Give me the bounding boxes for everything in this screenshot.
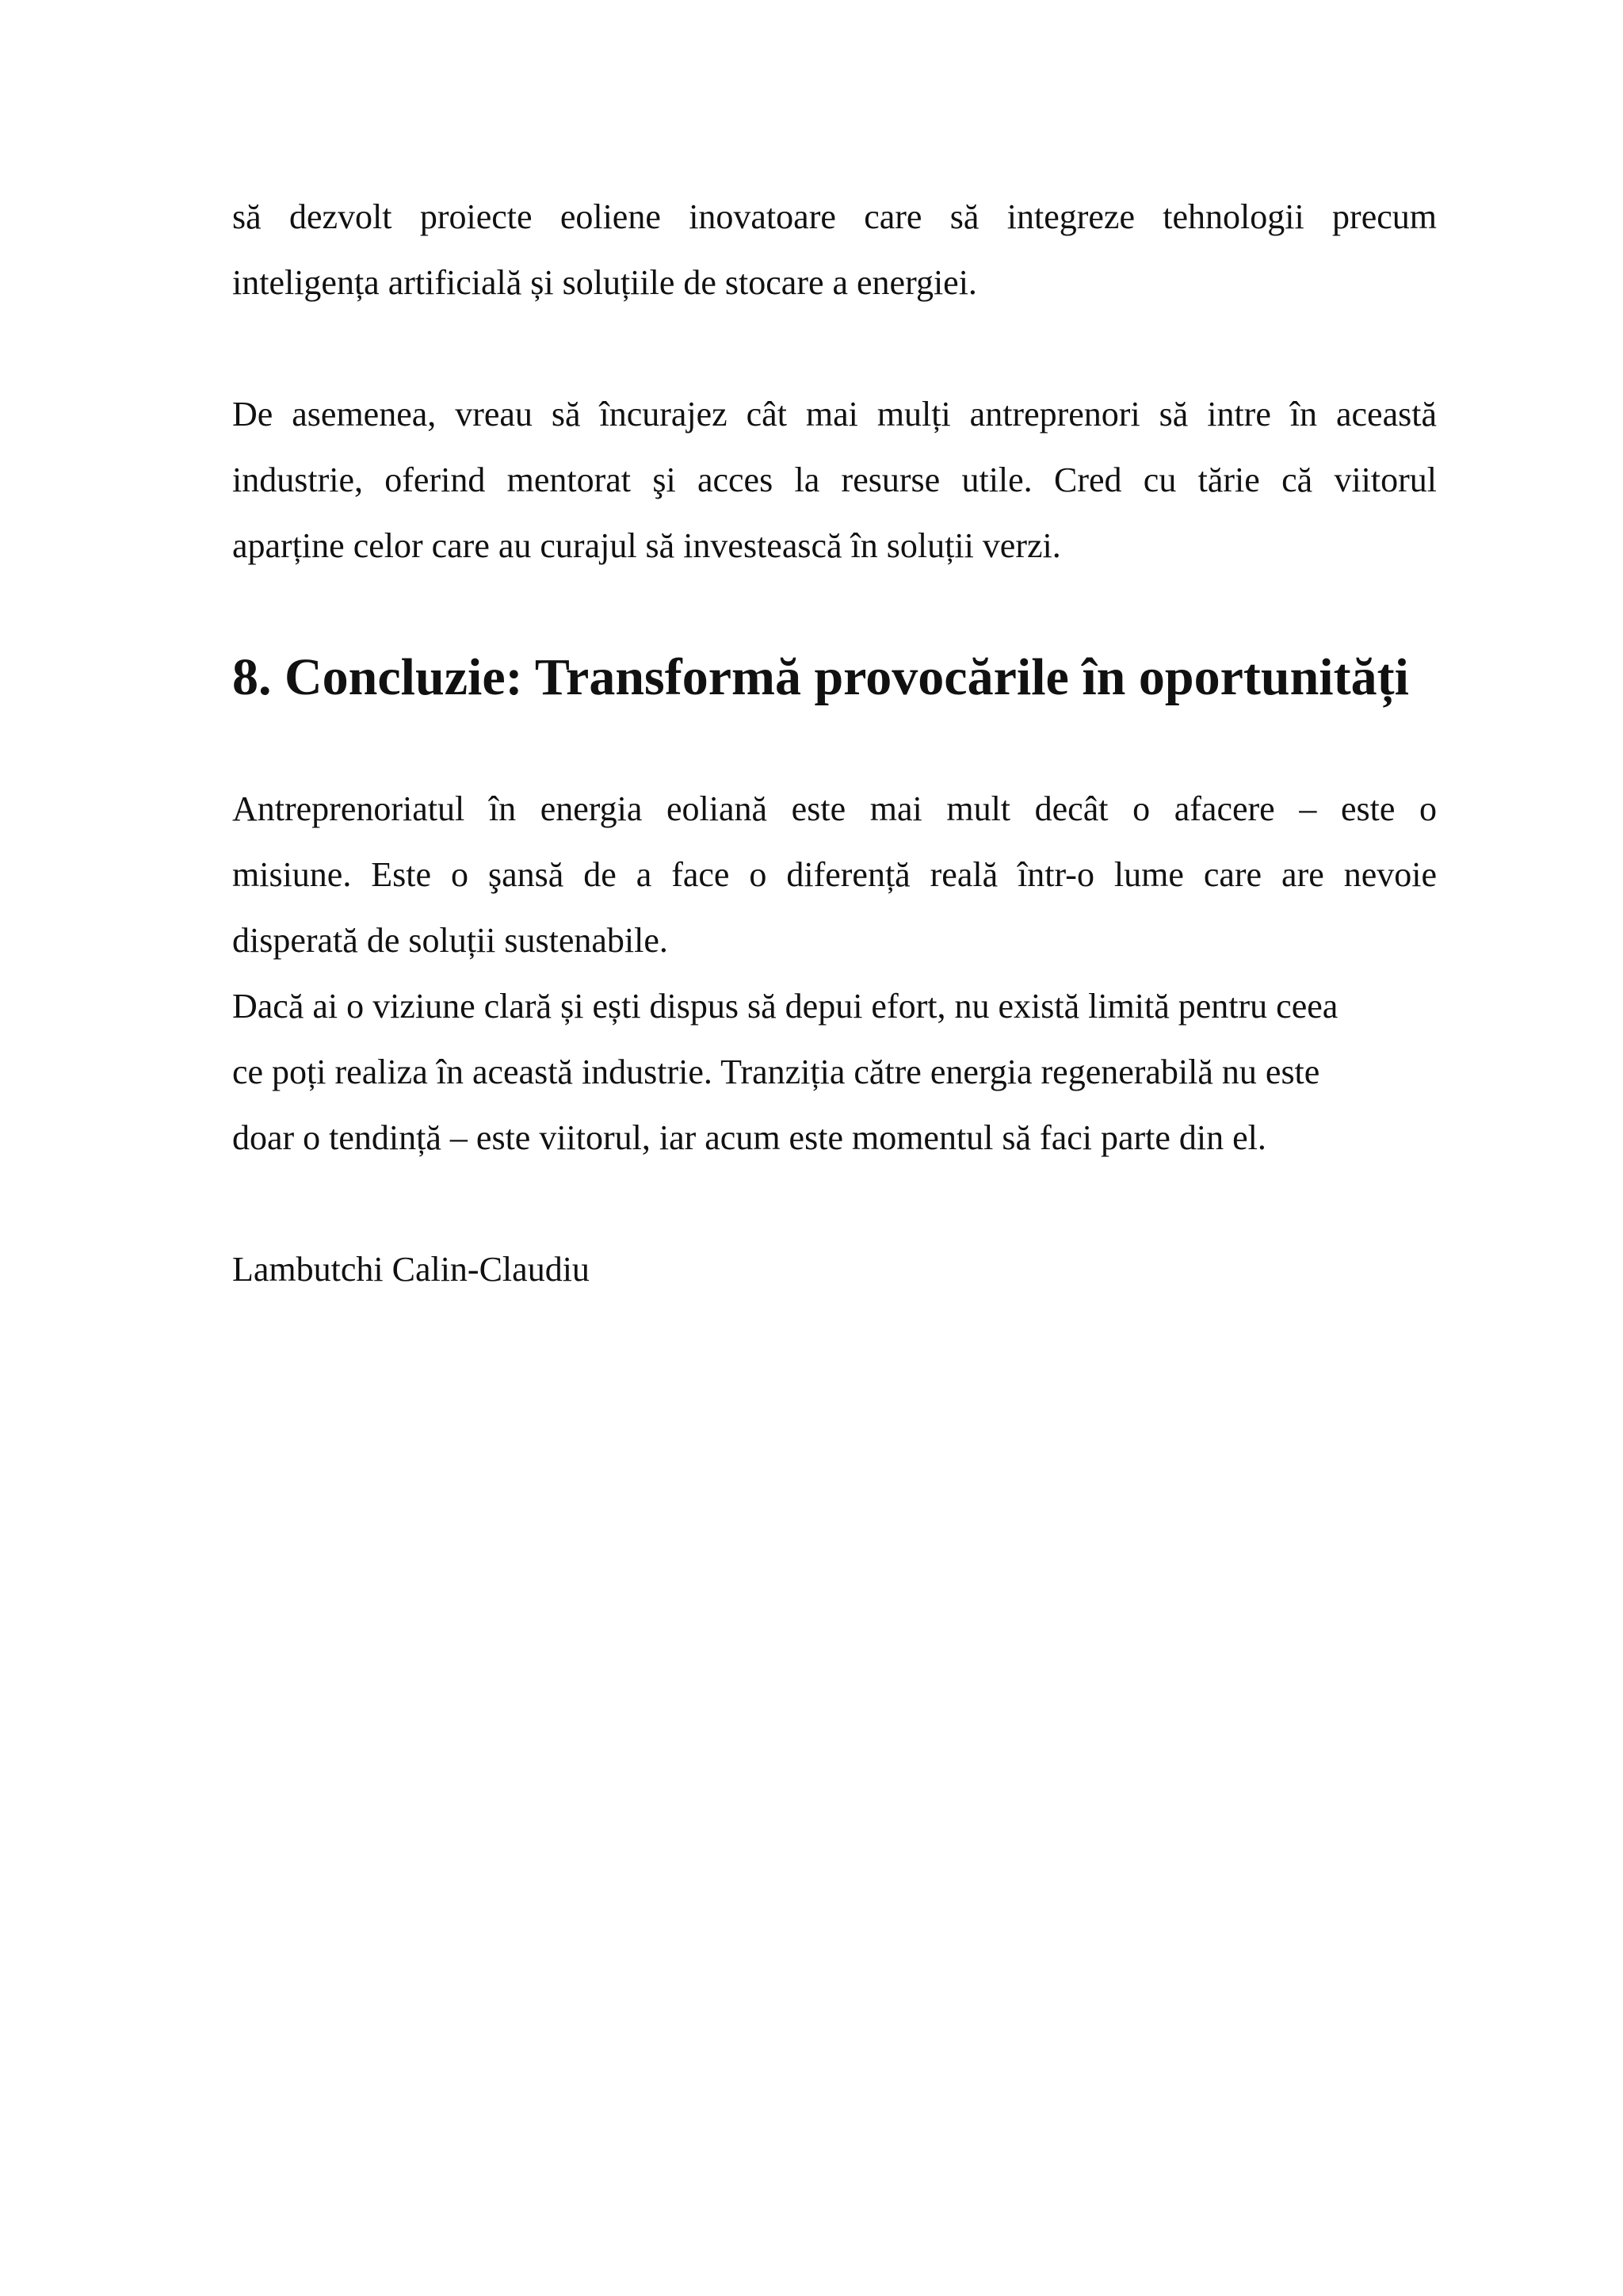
text-line: inteligența artificială și soluțiile de stocare a energiei. <box>232 263 977 302</box>
text-line: Dacă ai o viziune clară și ești dispus să depui efort, nu există limită pentru ceea <box>232 987 1338 1026</box>
text-line: să dezvolt proiecte eoliene inovatoare care să integreze tehnologii precum <box>232 197 1437 236</box>
text-line: ce poți realiza în această industrie. Tranziția către energia regenerabilă nu este <box>232 1052 1320 1091</box>
paragraph-spacer <box>232 315 1437 381</box>
text-line: aparține celor care au curajul să investească în soluții verzi. <box>232 526 1061 565</box>
text-line: disperată de soluții sustenabile. <box>232 921 668 960</box>
paragraph-conclusion <box>232 776 1437 973</box>
section-heading: 8. Concluzie: Transformă provocările în oportunități <box>232 648 1409 706</box>
text-line: Antreprenoriatul în energia eoliană este mai mult decât o afacere – este o <box>232 789 1437 828</box>
text-line: doar o tendință – este viitorul, iar acum este momentul să faci parte din el. <box>232 1118 1266 1157</box>
text-line: misiune. Este o şansă de a face o diferență reală într-o lume care are nevoie <box>232 855 1437 894</box>
paragraph-spacer <box>232 579 1437 644</box>
paragraph-spacer <box>232 710 1437 776</box>
document-body <box>232 184 1437 1302</box>
text-line: De asemenea, vreau să încurajez cât mai mulți antreprenori să intre în această <box>232 395 1437 434</box>
paragraph-encouragement <box>232 381 1437 579</box>
text-line: industrie, oferind mentorat şi acces la resurse utile. Cred cu tărie că viitorul <box>232 460 1437 499</box>
paragraph-spacer <box>232 1171 1437 1236</box>
author-signature: Lambutchi Calin-Claudiu <box>232 1250 590 1289</box>
paragraph-continuation <box>232 184 1437 315</box>
paragraph-vision <box>232 973 1437 1171</box>
